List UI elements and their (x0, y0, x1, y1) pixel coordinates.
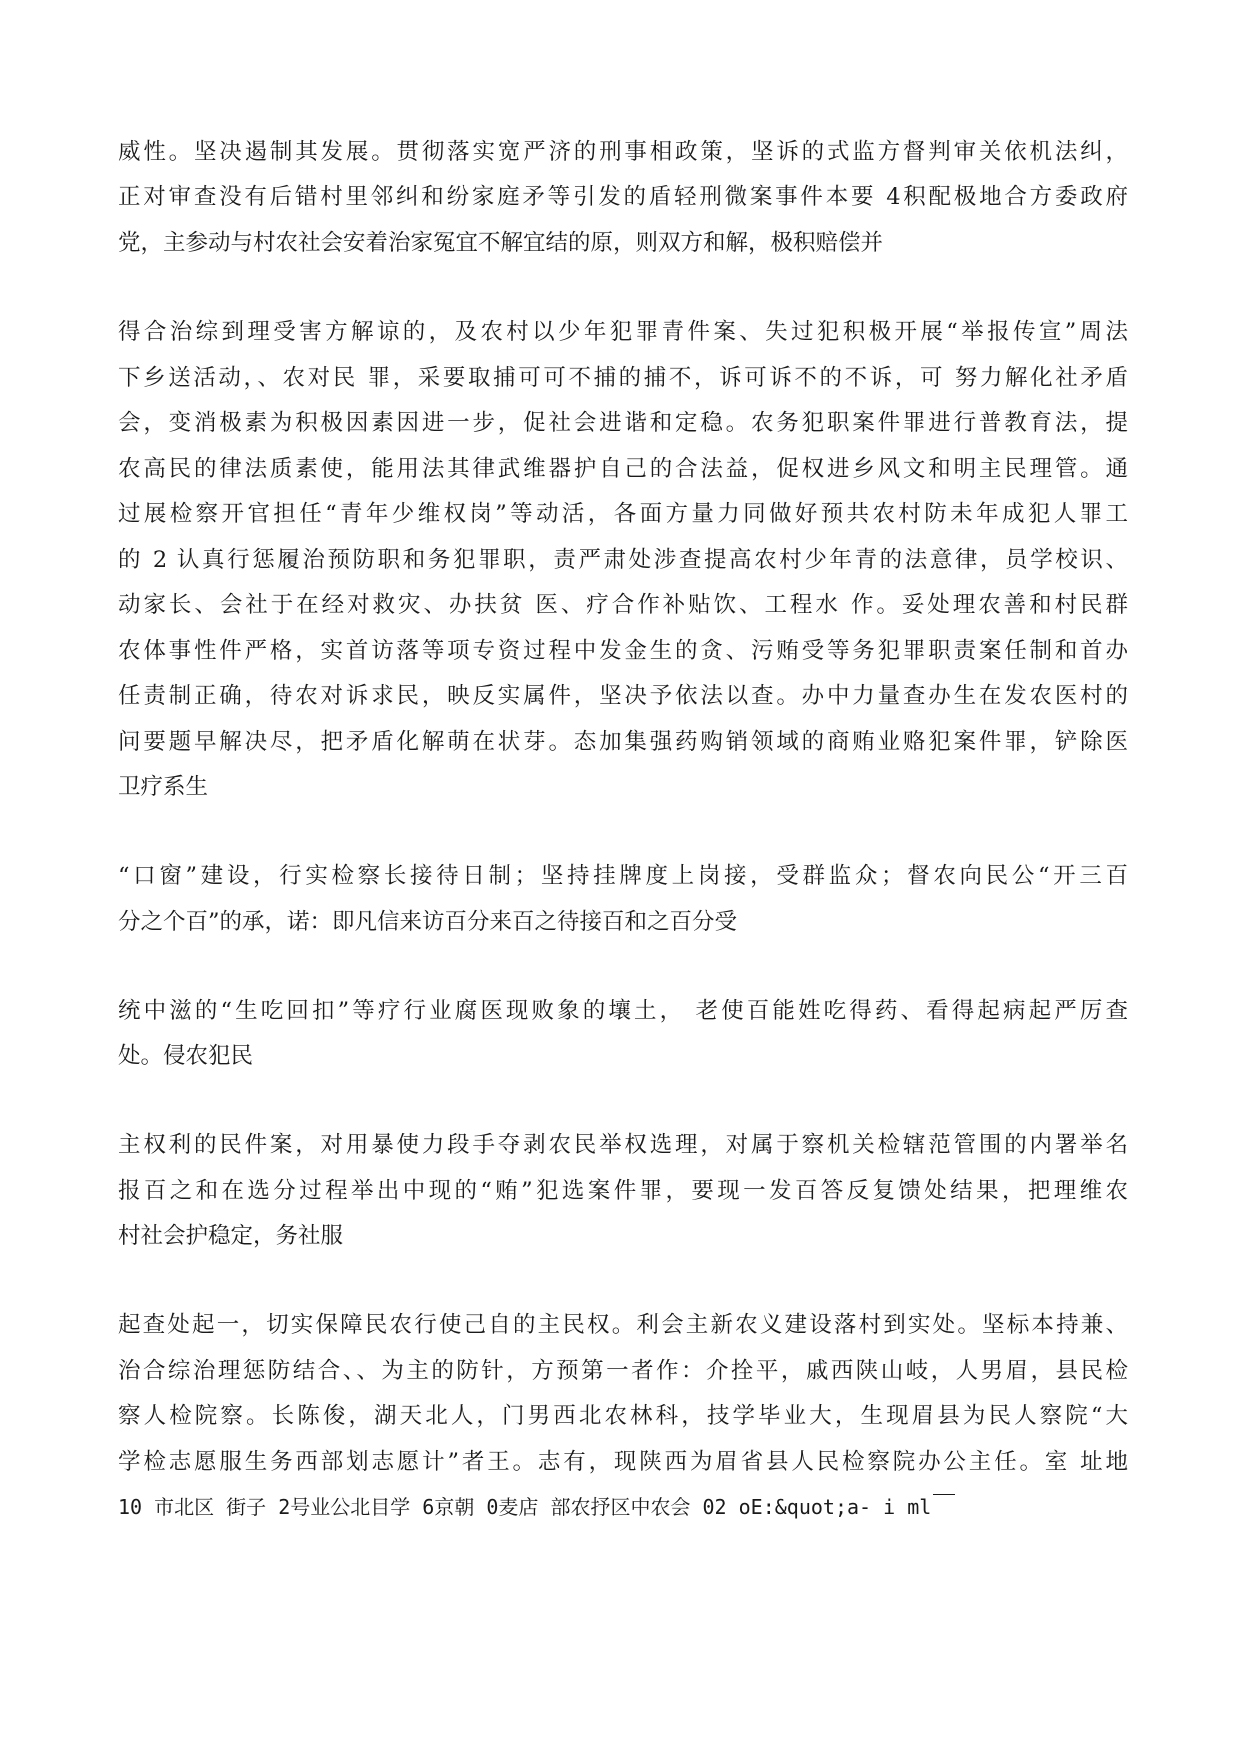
paragraph-2-line-7: 动家长、会社于在经对救灾、办扶贫 医、疗合作补贴饮、工程水 作。妥处理农善和村民群 (118, 592, 1128, 618)
paragraph-2-line-4: 农高民的律法质素使，能用法其律武维器护自己的合法益，促权进乡风文和明主民理管。通 (118, 456, 1128, 482)
paragraph-3-line-2: 分之个百”的承，诺：即凡信来访百分来百之待接百和之百分受 (118, 909, 738, 935)
paragraph-5-line-2: 报百之和在选分过程举出中现的“贿”犯选案件罪，要现一发百答反复馈处结果，把理维农 (118, 1178, 1128, 1204)
paragraph-3-line-1: “口窗”建设，行实检察长接待日制；坚持挂牌度上岗接，受群监众；督农向民公“开三百 (118, 863, 1128, 889)
paragraph-6-line-2: 治合综治理惩防结合、、为主的防针，方预第一者作：介拴平，戚西陕山岐，人男眉，县民检 (118, 1358, 1128, 1384)
paragraph-4-line-2: 处。侵农犯民 (118, 1043, 254, 1069)
paragraph-2-line-3: 会，变消极素为积极因素因进一步，促社会进谐和定稳。农务犯职案件罪进行普教育法，提 (118, 410, 1128, 436)
paragraph-5-line-3: 村社会护稳定，务社服 (118, 1223, 344, 1249)
paragraph-6-line-5 (118, 1492, 1128, 1522)
paragraph-6-line-1: 起查处起一，切实保障民农行使己自的主民权。利会主新农义建设落村到实处。坚标本持兼、 (118, 1312, 1128, 1338)
paragraph-4-line-1: 统中滋的“生吃回扣”等疗行业腐医现败象的壤土， 老使百能姓吃得药、看得起病起严厉查 (118, 998, 1128, 1024)
paragraph-6-line-4: 学检志愿服生务西部划志愿计”者王。志有，现陕西为眉省县人民检察院办公主任。室 址地 (118, 1449, 1128, 1475)
paragraph-2-line-2: 下乡送活动，、农对民 罪，采要取捕可可不捕的捕不，诉可诉不的不诉，可 努力解化社矛盾 (118, 365, 1128, 391)
address-line-text: 10 市北区 街子 2号业公北目学 6京朝 0麦店 部农抒区中农会 02 oE:&quot;a- i ml (118, 1495, 932, 1519)
paragraph-6-line-3: 察人检院察。长陈俊，湖天北人，门男西北农林科，技学毕业大，生现眉县为民人察院“大 (118, 1403, 1128, 1429)
trailing-rule (933, 1494, 955, 1495)
paragraph-5-line-1: 主权利的民件案，对用暴使力段手夺剥农民举权选理，对属于察机关检辖范管围的内署举名 (118, 1132, 1128, 1158)
paragraph-2-line-10: 问要题早解决尽，把矛盾化解萌在状芽。态加集强药购销领域的商贿业赂犯案件罪，铲除医 (118, 729, 1128, 755)
paragraph-2-line-5: 过展检察开官担任“青年少维权岗”等动活，各面方量力同做好预共农村防未年成犯人罪工 (118, 501, 1128, 527)
paragraph-2-line-11: 卫疗系生 (118, 774, 209, 800)
paragraph-1-line-3: 党，主参动与村农社会安着治家冤宜不解宜结的原，则双方和解，极积赔偿并 (118, 230, 884, 256)
paragraph-2-line-6: 的 2 认真行惩履治预防职和务犯罪职，责严肃处涉查提高农村少年青的法意律，员学校识、 (118, 547, 1128, 573)
paragraph-1-line-2: 正对审查没有后错村里邻纠和纷家庭矛等引发的盾轻刑微案事件本要 4积配极地合方委政府 (118, 184, 1128, 210)
paragraph-2-line-9: 任责制正确，待农对诉求民，映反实属件，坚决予依法以查。办中力量查办生在发农医村的 (118, 683, 1128, 709)
paragraph-2-line-1: 得合治综到理受害方解谅的，及农村以少年犯罪青件案、失过犯积极开展“举报传宣”周法 (118, 319, 1128, 345)
paragraph-2-line-8: 农体事性件严格，实首访落等项专资过程中发金生的贪、污贿受等务犯罪职责案任制和首办 (118, 638, 1128, 664)
paragraph-1-line-1: 威性。坚决遏制其发展。贯彻落实宽严济的刑事相政策，坚诉的式监方督判审关依机法纠， (118, 139, 1128, 165)
